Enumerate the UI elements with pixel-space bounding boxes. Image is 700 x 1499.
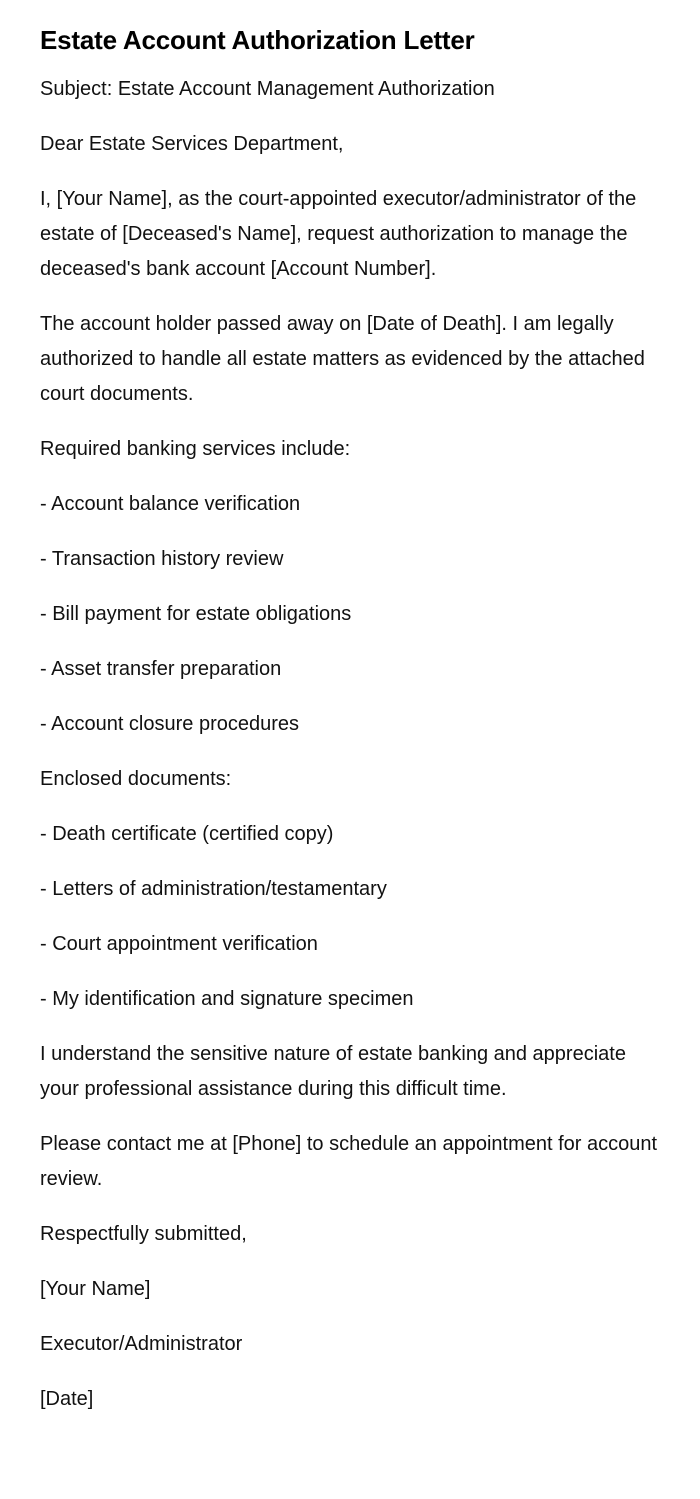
document-item-court-verification: - Court appointment verification (40, 933, 318, 955)
service-item-account-closure: - Account closure procedures (40, 713, 300, 735)
services-heading: Required banking services include: (40, 438, 351, 460)
intro-paragraph: I, [Your Name], as the court-appointed executor/administrator of the estate of [Deceased's Name], request authorization to manage the deceased's bank account [Account Number]. (40, 188, 637, 280)
document-item-identification: - My identification and signature specimen (40, 988, 414, 1010)
documents-heading: Enclosed documents: (40, 768, 232, 790)
service-item-balance: - Account balance verification (40, 493, 301, 515)
signature-date: [Date] (40, 1388, 94, 1410)
service-item-history: - Transaction history review (40, 548, 284, 570)
salutation: Dear Estate Services Department, (40, 133, 344, 155)
authorization-paragraph: The account holder passed away on [Date of Death]. I am legally authorized to handle all estate matters as evidenced by the attached court documents. (40, 313, 645, 405)
service-item-asset-transfer: - Asset transfer preparation (40, 658, 282, 680)
signature-title: Executor/Administrator (40, 1333, 243, 1355)
letter-title: Estate Account Authorization Letter (40, 25, 475, 55)
service-item-bill-payment: - Bill payment for estate obligations (40, 603, 352, 625)
contact-paragraph: Please contact me at [Phone] to schedule an appointment for account review. (40, 1133, 658, 1190)
appreciation-paragraph: I understand the sensitive nature of estate banking and appreciate your professional assistance during this difficult time. (40, 1043, 626, 1100)
subject-line: Subject: Estate Account Management Authorization (40, 78, 495, 100)
document-item-letters: - Letters of administration/testamentary (40, 878, 387, 900)
signature-name: [Your Name] (40, 1278, 151, 1300)
document-item-death-certificate: - Death certificate (certified copy) (40, 823, 334, 845)
closing-line: Respectfully submitted, (40, 1223, 247, 1245)
